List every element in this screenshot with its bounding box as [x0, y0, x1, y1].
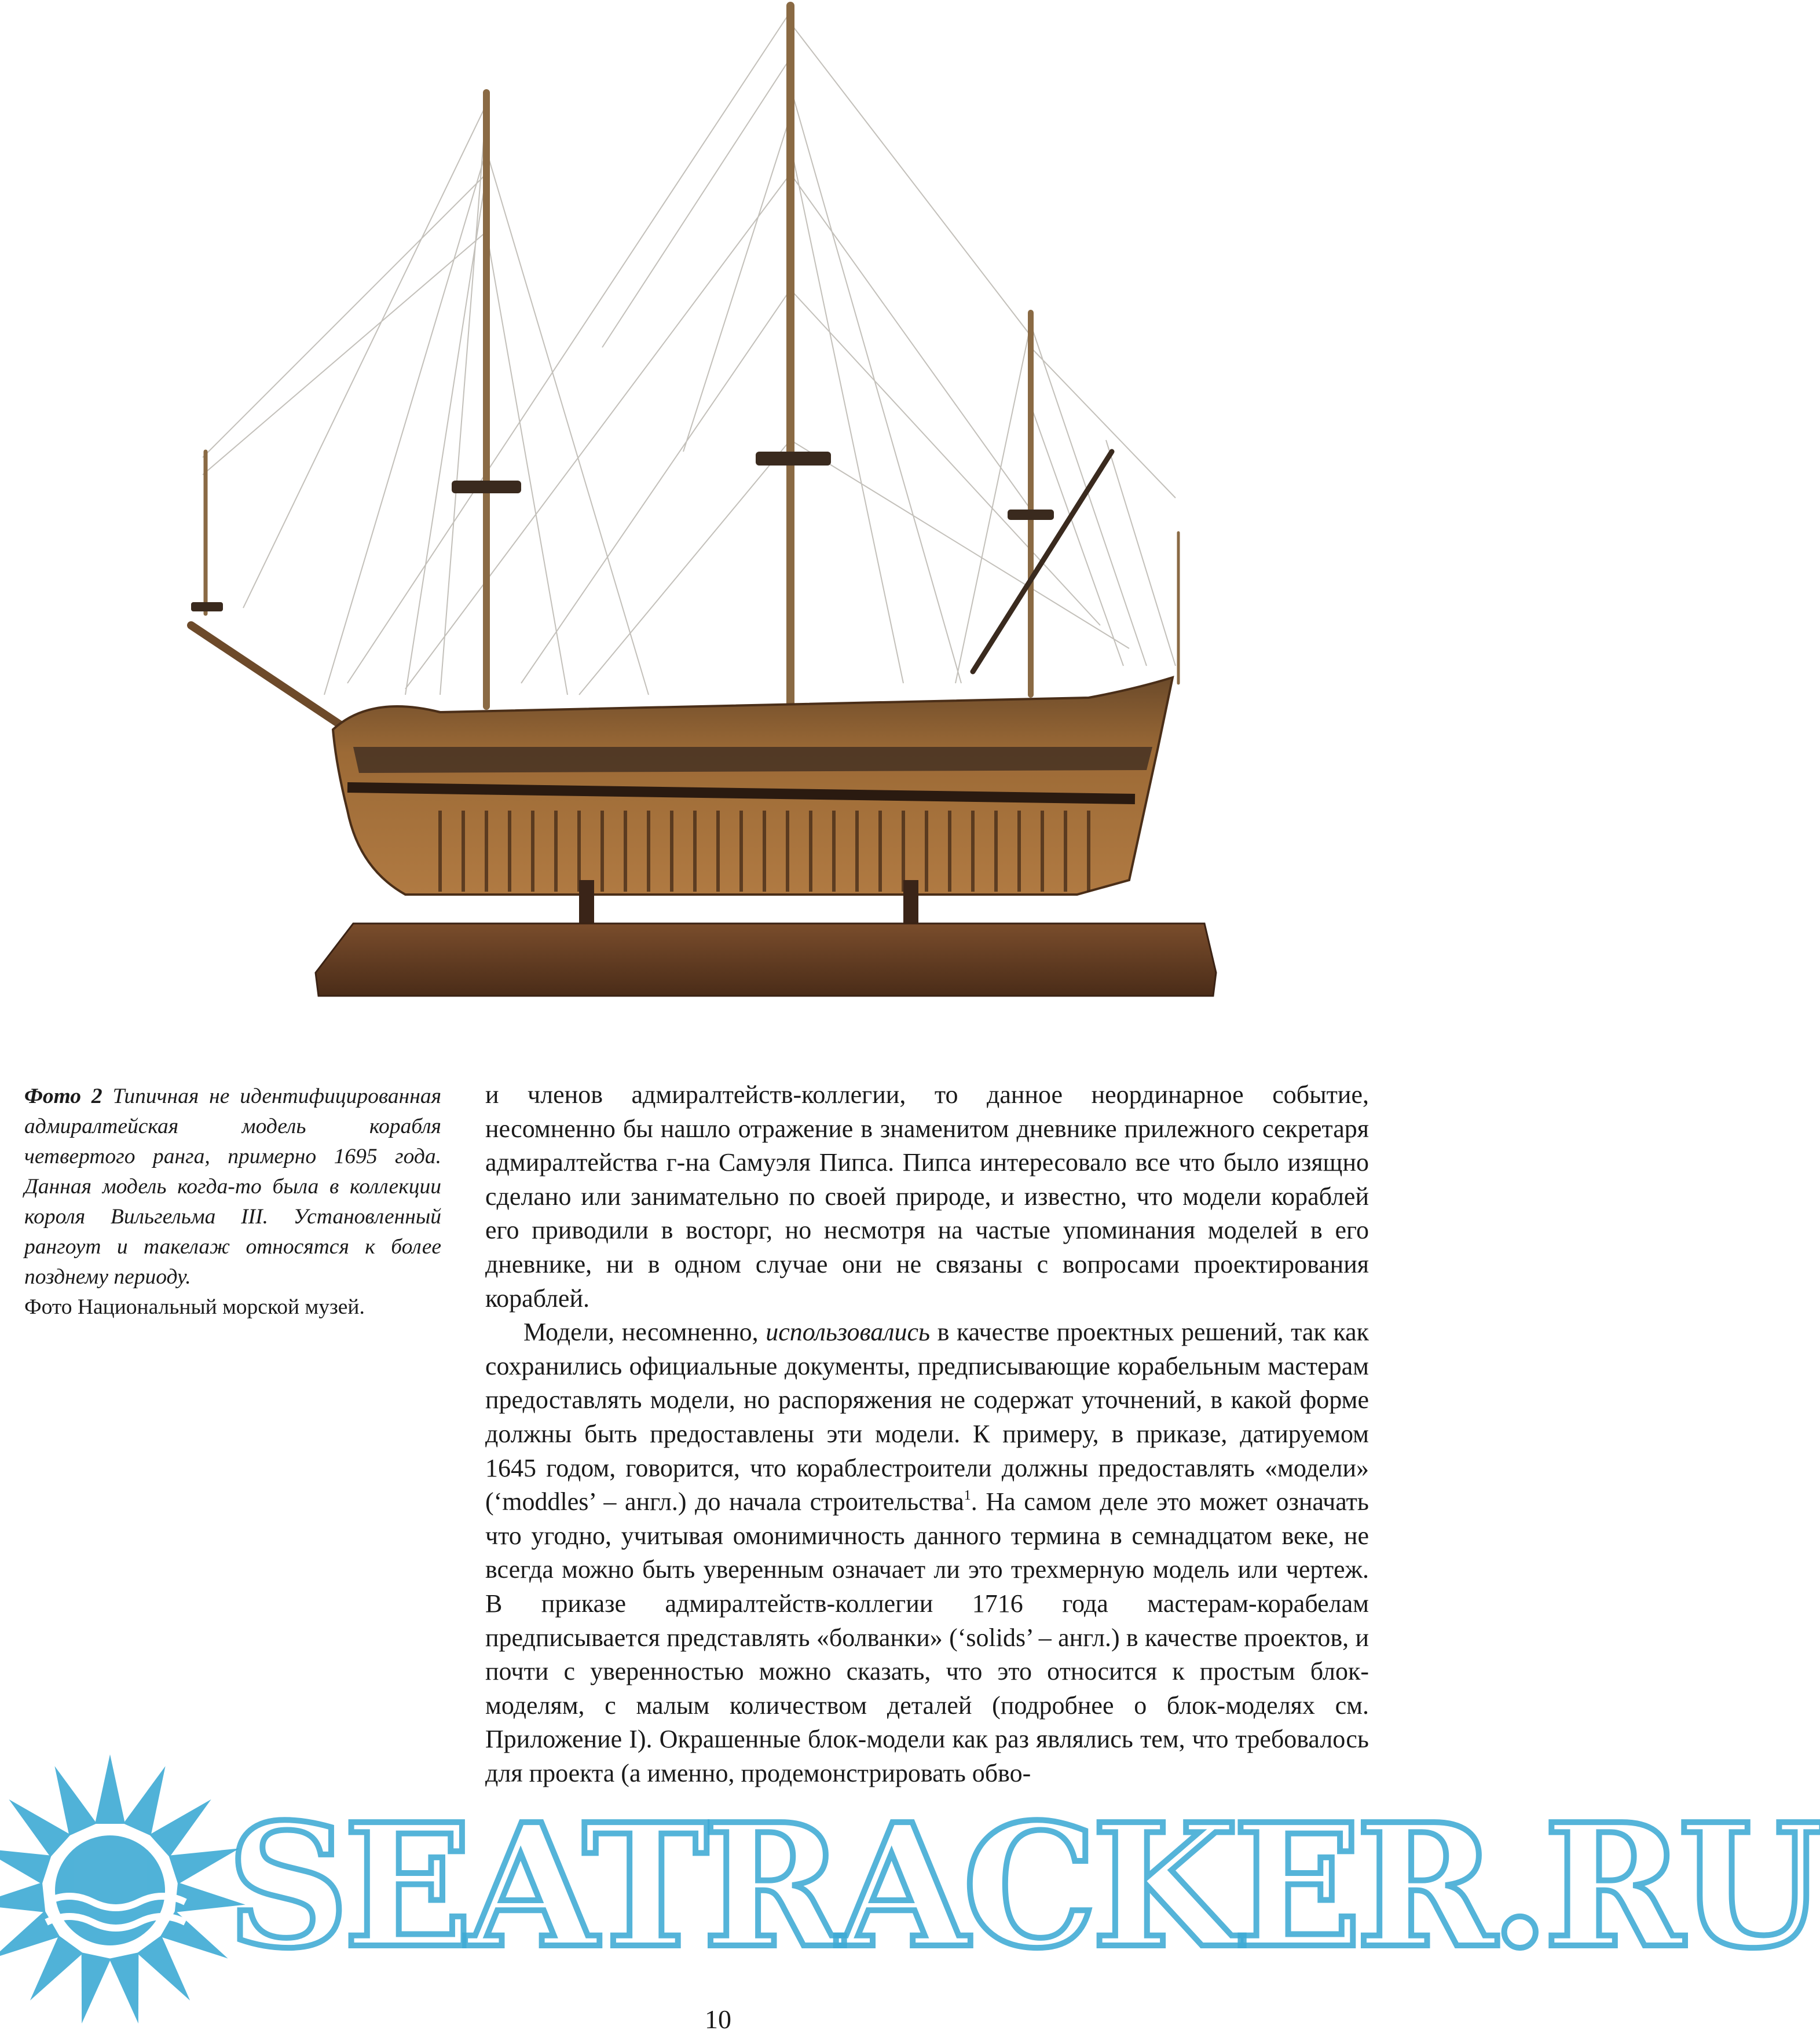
watermark-waves [46, 1896, 185, 1928]
p2-end: . На самом деле это может означать что угодно, учитывая омонимичность данного термина в семнадцатом веке, не всегда можно быть уверенным означает ли это трехмерную модель или чертеж. В приказе адмиралтейств-коллегии 1716 года мастерам-корабелам предписывается представлять «болванки» (‘solids’ – англ.) в качестве проектов, и почти с уверенностью можно сказать, что это относится к простым блок-моделям, с малым количеством деталей (подробнее о блок-моделях см. Приложение I). Окрашенные блок-модели как раз являлись тем, что требовалось для проекта (а именно, продемонстрировать обво- [485, 1487, 1369, 1787]
photo-caption [24, 1082, 441, 1322]
watermark-sun-logo [0, 1749, 1820, 2034]
p2-start: Модели, несомненно, [523, 1318, 766, 1347]
display-base [316, 923, 1216, 996]
photo-credit: Фото Национальный морской музей. [24, 1295, 365, 1319]
masts [191, 6, 1178, 753]
ship-model-photo [0, 0, 1436, 1019]
footnote-ref: 1 [964, 1488, 971, 1504]
mast-tops [191, 452, 1054, 611]
p2-emphasis: использовались [766, 1318, 931, 1347]
hull-gunport-band [353, 747, 1152, 773]
paragraph-1: и членов адмиралтейств-коллегии, то данное неординарное событие, несомненно бы нашло отражение в знаменитом дневнике прилежного секретаря адмиралтейства г-на Самуэля Пипса. Пипса интересовало все что было изящно сделано или занимательно по своей природе, и известно, что модели кораблей его приводили в восторг, но несмотря на частые упоминания моделей в его дневнике, ни в одном случае они не связаны с вопросами проектирования кораблей. [485, 1080, 1369, 1313]
p2-middle: в качестве проектных решений, так как сохранились официальные документы, предписывающие корабельным мастерам предоставлять модели, но распоряжения не содержат уточнений, в какой форме должны быть предоставлены эти модели. К примеру, в приказе, датируемом 1645 годом, говорится, что кораблестроители должны предоставлять «модели» (‘moddles’ – англ.) до начала строительства [485, 1318, 1369, 1516]
caption-label: Фото 2 [24, 1084, 102, 1108]
paragraph-2 [485, 1315, 1369, 1790]
watermark-text: SEATRACKER.RU [227, 1787, 1820, 1985]
article-body [485, 1078, 1369, 1790]
caption-text: Типичная не идентифицированная адмиралтейская модель корабля четвертого ранга, примерно 1695 года. Данная модель когда-то была в коллекции короля Вильгельма III. Установленный рангоут и такелаж относятся к более позднему периоду. [24, 1084, 442, 1289]
page-number: 10 [705, 2004, 731, 2034]
